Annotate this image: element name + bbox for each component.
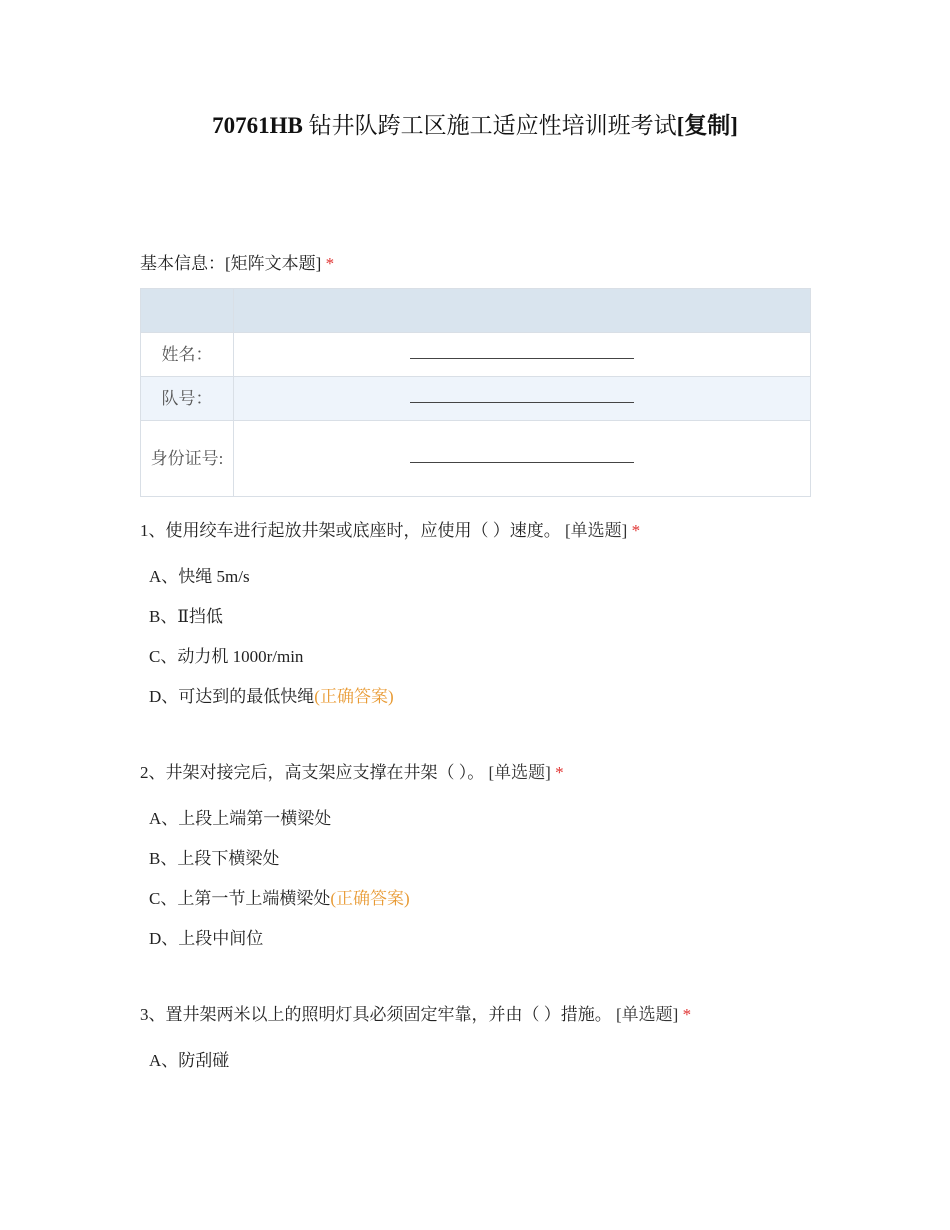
option-d[interactable]: [149, 926, 564, 966]
id-input-cell[interactable]: [234, 421, 811, 497]
option-text: B、上段下横梁处: [149, 849, 280, 868]
question-3: [140, 1002, 691, 1088]
option-text: A、防刮碰: [149, 1051, 230, 1070]
page-title: [0, 108, 950, 144]
option-text: A、上段上端第一横梁处: [149, 809, 332, 828]
option-text: C、动力机 1000r/min: [149, 647, 304, 666]
basic-info-label-text: 基本信息：[矩阵文本题]: [140, 254, 322, 273]
option-text: C、上第一节上端横梁处: [149, 889, 331, 908]
required-mark: *: [682, 1005, 692, 1024]
correct-answer-mark: (正确答案): [314, 687, 394, 706]
matrix-header-value-cell: [234, 289, 811, 333]
option-text: D、上段中间位: [149, 929, 264, 948]
option-c[interactable]: [149, 886, 564, 926]
matrix-row-team: [141, 377, 811, 421]
matrix-row-id: [141, 421, 811, 497]
name-input-cell[interactable]: [234, 333, 811, 377]
question-stem-text: 3、置井架两米以上的照明灯具必须固定牢靠，并由（ ）措施。: [140, 1005, 612, 1024]
option-a[interactable]: [149, 1048, 691, 1088]
matrix-row-label: 姓名：: [141, 333, 234, 377]
question-stem: [140, 760, 564, 786]
required-mark: *: [555, 763, 564, 782]
matrix-header-label-cell: [141, 289, 234, 333]
matrix-row-label: 队号：: [141, 377, 234, 421]
question-type-tag: [单选题]: [565, 521, 628, 540]
team-blank-line[interactable]: [410, 401, 634, 403]
option-text: A、快绳 5m/s: [149, 567, 250, 586]
matrix-row-name: [141, 333, 811, 377]
question-stem: [140, 1002, 691, 1028]
option-text: D、可达到的最低快绳: [149, 687, 315, 706]
option-text: B、Ⅱ挡低: [149, 607, 223, 626]
option-d[interactable]: [149, 684, 640, 724]
question-stem: [140, 518, 640, 544]
matrix-row-label: 身份证号:: [141, 421, 234, 497]
option-b[interactable]: [149, 846, 564, 886]
required-mark: *: [631, 521, 641, 540]
correct-answer-mark: (正确答案): [330, 889, 410, 908]
matrix-header-row: [141, 289, 811, 333]
basic-info-label: [140, 251, 334, 277]
team-input-cell[interactable]: [234, 377, 811, 421]
option-a[interactable]: [149, 564, 640, 604]
question-stem-text: 1、使用绞车进行起放井架或底座时，应使用（ ）速度。: [140, 521, 561, 540]
option-list: [140, 806, 564, 966]
option-c[interactable]: [149, 644, 640, 684]
option-b[interactable]: [149, 604, 640, 644]
option-a[interactable]: [149, 806, 564, 846]
title-main: 钻井队跨工区施工适应性培训班考试: [302, 113, 677, 138]
question-2: [140, 760, 564, 966]
name-blank-line[interactable]: [410, 357, 634, 359]
question-1: [140, 518, 640, 724]
id-blank-line[interactable]: [410, 461, 634, 463]
option-list: [140, 564, 640, 724]
required-mark: *: [325, 254, 335, 273]
option-list: [140, 1048, 691, 1088]
question-type-tag: [单选题]: [616, 1005, 679, 1024]
basic-info-matrix: [140, 288, 811, 497]
question-stem-text: 2、井架对接完后，高支架应支撑在井架（ ）。: [140, 763, 485, 782]
question-type-tag: [单选题]: [488, 763, 551, 782]
title-code: 70761HB: [212, 113, 303, 138]
title-suffix: [复制]: [676, 113, 738, 138]
